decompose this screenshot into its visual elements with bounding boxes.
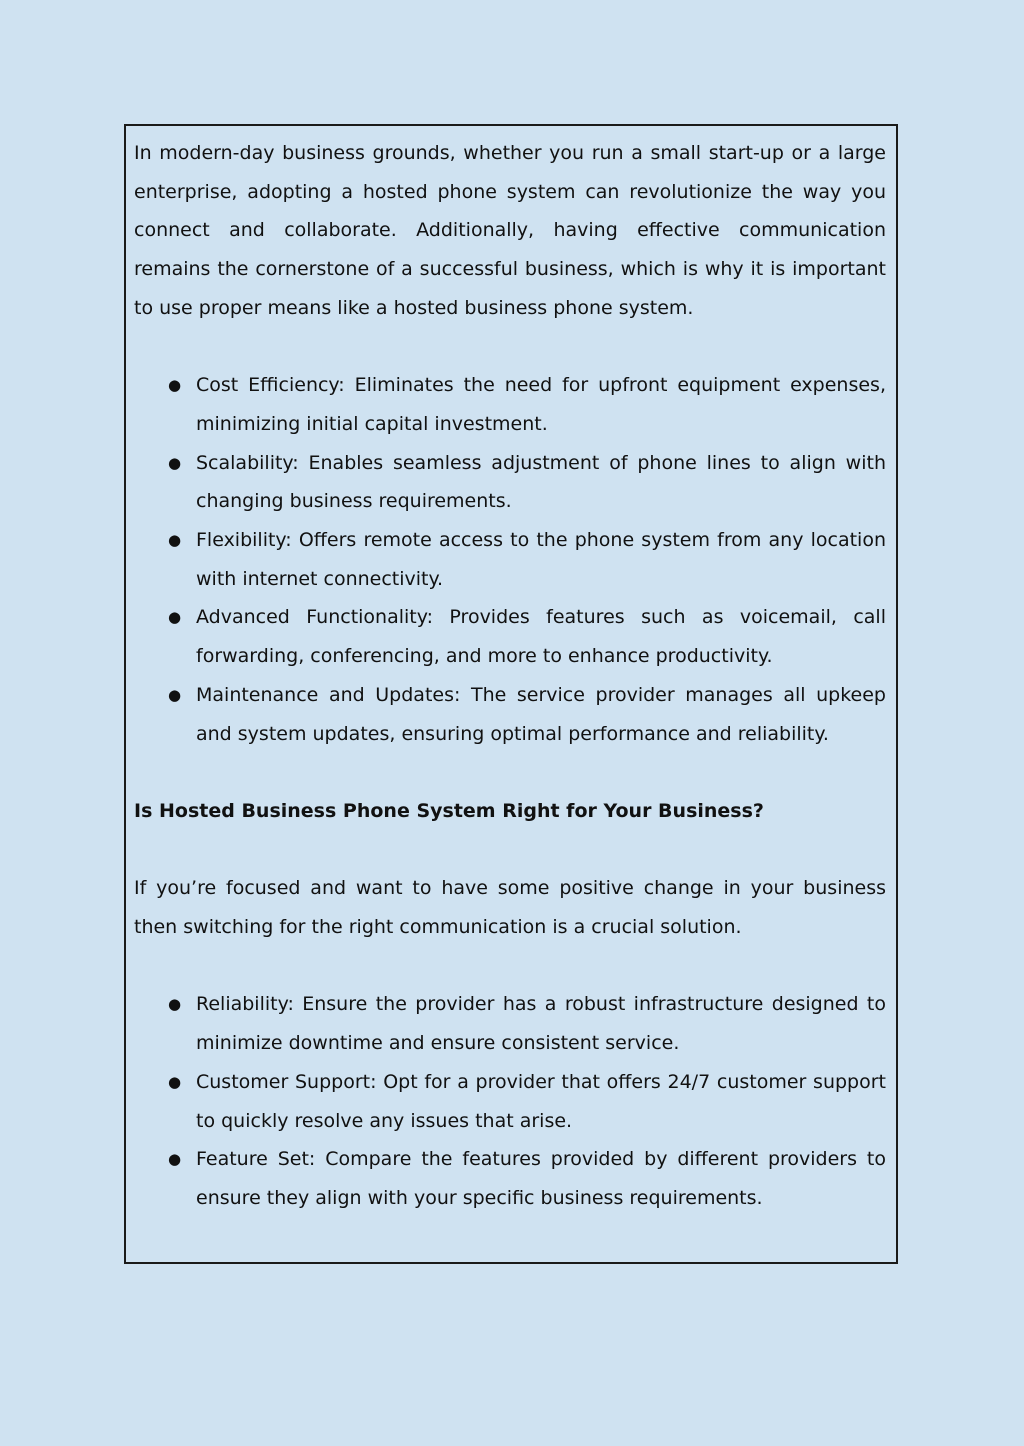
list-item-text: Reliability: Ensure the provider has a robust infrastructure designed to minimize downtime and ensure consistent service. — [196, 993, 886, 1055]
list-item-text: Feature Set: Compare the features provided by different providers to ensure they align with your specific business requirements. — [196, 1148, 886, 1209]
list-item — [134, 676, 886, 753]
spacer — [134, 328, 886, 367]
bullet-icon: ● — [168, 1150, 182, 1169]
list-item — [134, 1063, 886, 1140]
list-item-text: Maintenance and Updates: The service provider manages all upkeep and system updates, ensuring optimal performance and reliability. — [196, 683, 886, 745]
considerations-list — [134, 985, 886, 1217]
bullet-icon: ● — [168, 995, 182, 1014]
list-item — [134, 598, 886, 675]
benefits-list — [134, 366, 886, 753]
bullet-icon: ● — [168, 453, 182, 472]
list-item — [134, 366, 886, 443]
bullet-icon: ● — [168, 608, 182, 627]
section-heading: Is Hosted Business Phone System Right for Your Business? — [134, 799, 764, 822]
bullet-icon: ● — [168, 685, 182, 704]
list-item — [134, 985, 886, 1062]
focus-paragraph: If you’re focused and want to have some positive change in your business then switching for the right communication is a crucial solution. — [134, 877, 886, 939]
list-item — [134, 521, 886, 598]
list-item-text: Advanced Functionality: Provides features such as voicemail, call forwarding, conferencing, and more to enhance productivity. — [196, 606, 886, 668]
spacer — [134, 753, 886, 792]
bullet-icon: ● — [168, 531, 182, 550]
list-item-text: Flexibility: Offers remote access to the phone system from any location with internet connectivity. — [196, 529, 886, 590]
list-item-text: Cost Efficiency: Eliminates the need for upfront equipment expenses, minimizing initial capital investment. — [196, 374, 886, 435]
content-box — [124, 124, 898, 1264]
list-item-text: Scalability: Enables seamless adjustment of phone lines to align with changing business requirements. — [196, 451, 886, 513]
bullet-icon: ● — [168, 1072, 182, 1091]
list-item — [134, 444, 886, 521]
list-item-text: Customer Support: Opt for a provider that offers 24/7 customer support to quickly resolve any issues that arise. — [196, 1070, 886, 1132]
list-item — [134, 1140, 886, 1217]
intro-paragraph: In modern-day business grounds, whether you run a small start-up or a large enterprise, adopting a hosted phone system can revolutionize the way you connect and collaborate. Additionally, having effective communication remains the cornerstone of a successful business, which is why it is important to use proper means like a hosted business phone system. — [134, 142, 886, 319]
spacer — [134, 947, 886, 986]
bullet-icon: ● — [168, 376, 182, 395]
spacer — [134, 831, 886, 870]
